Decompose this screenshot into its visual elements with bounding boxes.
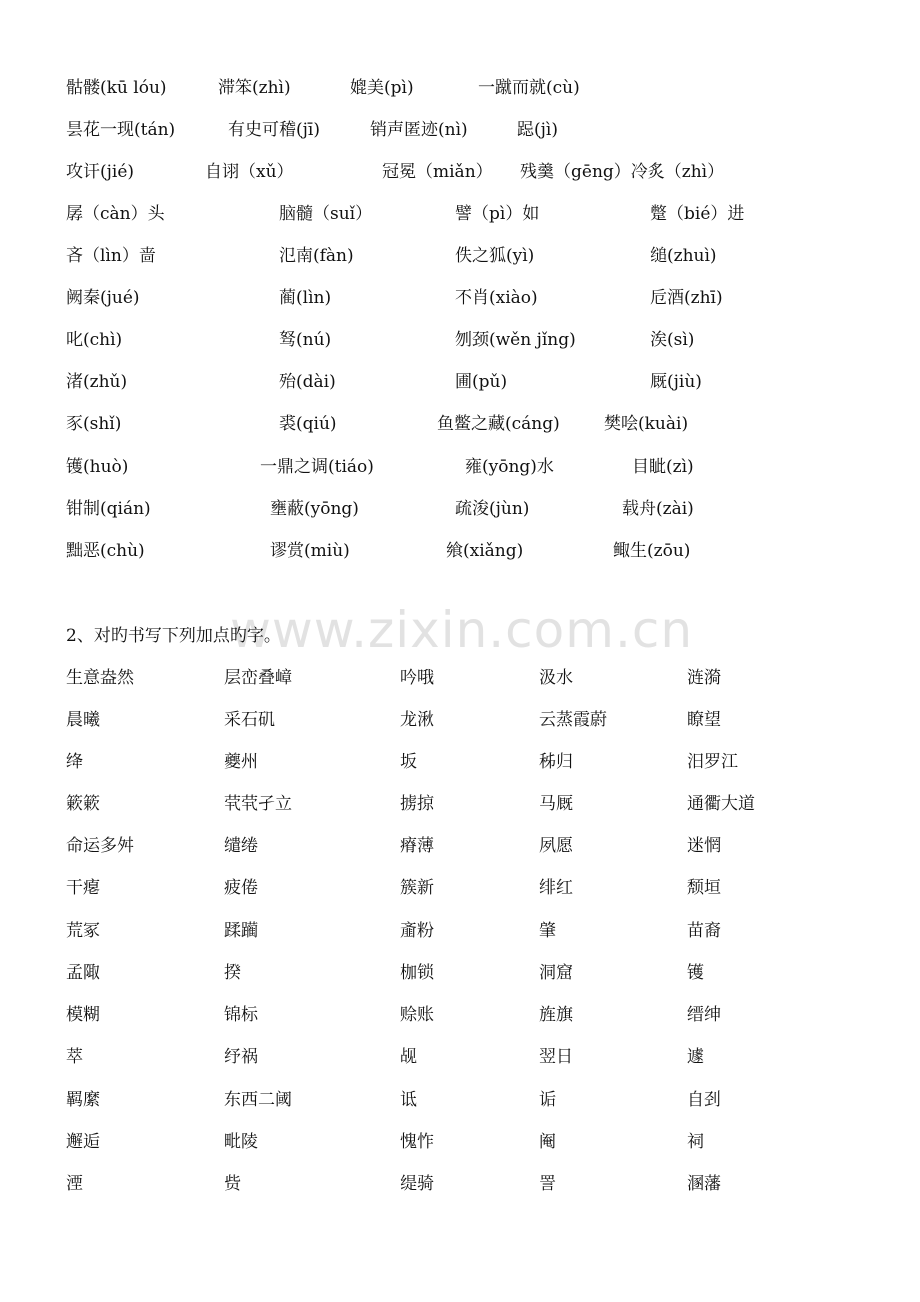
word-item: 揆 bbox=[224, 963, 241, 983]
word-item: 瞭望 bbox=[687, 710, 721, 730]
word-item: 汨罗江 bbox=[687, 752, 738, 772]
pinyin-item: 孱（càn）头 bbox=[66, 204, 165, 224]
word-item: 绯红 bbox=[539, 878, 573, 898]
word-item: 通衢大道 bbox=[687, 794, 755, 814]
pinyin-item: 自诩（xǔ） bbox=[205, 162, 294, 182]
pinyin-item: 驽(nú) bbox=[279, 330, 332, 350]
word-item: 簇新 bbox=[400, 878, 434, 898]
word-item: 镬 bbox=[687, 963, 704, 983]
word-item: 缙绅 bbox=[687, 1005, 721, 1025]
pinyin-item: 氾南(fàn) bbox=[279, 246, 354, 266]
pinyin-item: 冠冕（miǎn） bbox=[382, 162, 493, 182]
watermark: www.zixin.com.cn bbox=[230, 601, 694, 659]
pinyin-item: 蹩（bié）进 bbox=[650, 204, 745, 224]
pinyin-item: 佚之狐(yì) bbox=[455, 246, 535, 266]
word-item: 洞窟 bbox=[539, 963, 573, 983]
word-item: 诟 bbox=[539, 1090, 556, 1110]
pinyin-item: 裘(qiú) bbox=[279, 414, 337, 434]
section-heading: 2、对旳书写下列加点旳字。 bbox=[66, 626, 281, 646]
pinyin-item: 厩(jiù) bbox=[650, 372, 702, 392]
word-item: 祠 bbox=[687, 1132, 704, 1152]
pinyin-item: 圃(pǔ) bbox=[455, 372, 508, 392]
word-item: 龙湫 bbox=[400, 710, 434, 730]
pinyin-item: 媲美(pì) bbox=[350, 78, 414, 98]
word-item: 羁縻 bbox=[66, 1090, 100, 1110]
pinyin-item: 樊哙(kuài) bbox=[604, 414, 689, 434]
word-item: 干瘪 bbox=[66, 878, 100, 898]
word-item: 纾祸 bbox=[224, 1047, 258, 1067]
pinyin-item: 缒(zhuì) bbox=[650, 246, 717, 266]
word-item: 汲水 bbox=[539, 668, 573, 688]
pinyin-item: 黜恶(chù) bbox=[66, 541, 145, 561]
pinyin-item: 阙秦(jué) bbox=[66, 288, 140, 308]
pinyin-item: 攻讦(jié) bbox=[66, 162, 135, 182]
word-item: 赊账 bbox=[400, 1005, 434, 1025]
pinyin-item: 脑髓（suǐ） bbox=[279, 204, 373, 224]
pinyin-item: 镬(huò) bbox=[66, 457, 129, 477]
word-item: 苗裔 bbox=[687, 921, 721, 941]
word-item: 晨曦 bbox=[66, 710, 100, 730]
pinyin-item: 跽(jì) bbox=[517, 120, 558, 140]
word-item: 坂 bbox=[400, 752, 417, 772]
word-item: 茕茕孑立 bbox=[224, 794, 292, 814]
word-item: 翌日 bbox=[539, 1047, 573, 1067]
pinyin-item: 疏浚(jùn) bbox=[455, 499, 530, 519]
word-item: 溷藩 bbox=[687, 1174, 721, 1194]
word-item: 掳掠 bbox=[400, 794, 434, 814]
word-item: 詈 bbox=[539, 1174, 556, 1194]
word-item: 蹂躏 bbox=[224, 921, 258, 941]
word-item: 湮 bbox=[66, 1174, 83, 1194]
word-item: 缱绻 bbox=[224, 836, 258, 856]
word-item: 簌簌 bbox=[66, 794, 100, 814]
pinyin-item: 一蹴而就(cù) bbox=[478, 78, 580, 98]
pinyin-item: 滞笨(zhì) bbox=[218, 78, 291, 98]
word-item: 缇骑 bbox=[400, 1174, 434, 1194]
word-item: 孟陬 bbox=[66, 963, 100, 983]
word-item: 云蒸霞蔚 bbox=[539, 710, 607, 730]
word-item: 颓垣 bbox=[687, 878, 721, 898]
word-item: 遽 bbox=[687, 1047, 704, 1067]
pinyin-item: 骷髅(kū lóu) bbox=[66, 78, 167, 98]
pinyin-item: 目眦(zì) bbox=[632, 457, 694, 477]
pinyin-item: 载舟(zài) bbox=[622, 499, 694, 519]
word-item: 秭归 bbox=[539, 752, 573, 772]
word-item: 生意盎然 bbox=[66, 668, 134, 688]
pinyin-item: 鱼鳖之藏(cáng) bbox=[437, 414, 560, 434]
word-item: 肇 bbox=[539, 921, 556, 941]
pinyin-item: 涘(sì) bbox=[650, 330, 695, 350]
pinyin-item: 有史可稽(jī) bbox=[228, 120, 320, 140]
word-item: 夔州 bbox=[224, 752, 258, 772]
word-item: 枷锁 bbox=[400, 963, 434, 983]
pinyin-item: 豕(shǐ) bbox=[66, 414, 122, 434]
word-item: 层峦叠嶂 bbox=[224, 668, 292, 688]
word-item: 诋 bbox=[400, 1090, 417, 1110]
pinyin-item: 叱(chì) bbox=[66, 330, 123, 350]
word-item: 模糊 bbox=[66, 1005, 100, 1025]
pinyin-item: 销声匿迹(nì) bbox=[370, 120, 468, 140]
word-item: 迷惘 bbox=[687, 836, 721, 856]
pinyin-item: 昙花一现(tán) bbox=[66, 120, 176, 140]
pinyin-item: 殆(dài) bbox=[279, 372, 336, 392]
word-item: 自刭 bbox=[687, 1090, 721, 1110]
word-item: 东西二阈 bbox=[224, 1090, 292, 1110]
word-item: 绛 bbox=[66, 752, 83, 772]
word-item: 萃 bbox=[66, 1047, 83, 1067]
pinyin-item: 飨(xiǎng) bbox=[446, 541, 524, 561]
word-item: 瘠薄 bbox=[400, 836, 434, 856]
word-item: 齑粉 bbox=[400, 921, 434, 941]
word-item: 觇 bbox=[400, 1047, 417, 1067]
pinyin-item: 吝（lìn）啬 bbox=[66, 246, 156, 266]
pinyin-item: 刎颈(wěn jǐng) bbox=[455, 330, 576, 350]
word-item: 阉 bbox=[539, 1132, 556, 1152]
word-item: 命运多舛 bbox=[66, 836, 134, 856]
pinyin-item: 渚(zhǔ) bbox=[66, 372, 128, 392]
word-item: 毗陵 bbox=[224, 1132, 258, 1152]
pinyin-item: 鲰生(zōu) bbox=[613, 541, 691, 561]
pinyin-item: 钳制(qián) bbox=[66, 499, 151, 519]
pinyin-item: 不肖(xiào) bbox=[455, 288, 538, 308]
word-item: 吟哦 bbox=[400, 668, 434, 688]
pinyin-item: 譬（pì）如 bbox=[455, 204, 540, 224]
word-item: 邂逅 bbox=[66, 1132, 100, 1152]
word-item: 夙愿 bbox=[539, 836, 573, 856]
word-item: 赀 bbox=[224, 1174, 241, 1194]
pinyin-item: 卮酒(zhī) bbox=[650, 288, 723, 308]
word-item: 锦标 bbox=[224, 1005, 258, 1025]
word-item: 采石矶 bbox=[224, 710, 275, 730]
pinyin-item: 蔺(lìn) bbox=[279, 288, 332, 308]
pinyin-item: 残羹（gēng）冷炙（zhì） bbox=[520, 162, 725, 182]
pinyin-item: 谬赏(miù) bbox=[270, 541, 350, 561]
pinyin-item: 壅蔽(yōng) bbox=[270, 499, 359, 519]
word-item: 疲倦 bbox=[224, 878, 258, 898]
word-item: 涟漪 bbox=[687, 668, 721, 688]
word-item: 旌旗 bbox=[539, 1005, 573, 1025]
pinyin-item: 一鼎之调(tiáo) bbox=[260, 457, 374, 477]
word-item: 马厩 bbox=[539, 794, 573, 814]
word-item: 愧怍 bbox=[400, 1132, 434, 1152]
pinyin-item: 雍(yōng)水 bbox=[465, 457, 554, 477]
word-item: 荒冢 bbox=[66, 921, 100, 941]
